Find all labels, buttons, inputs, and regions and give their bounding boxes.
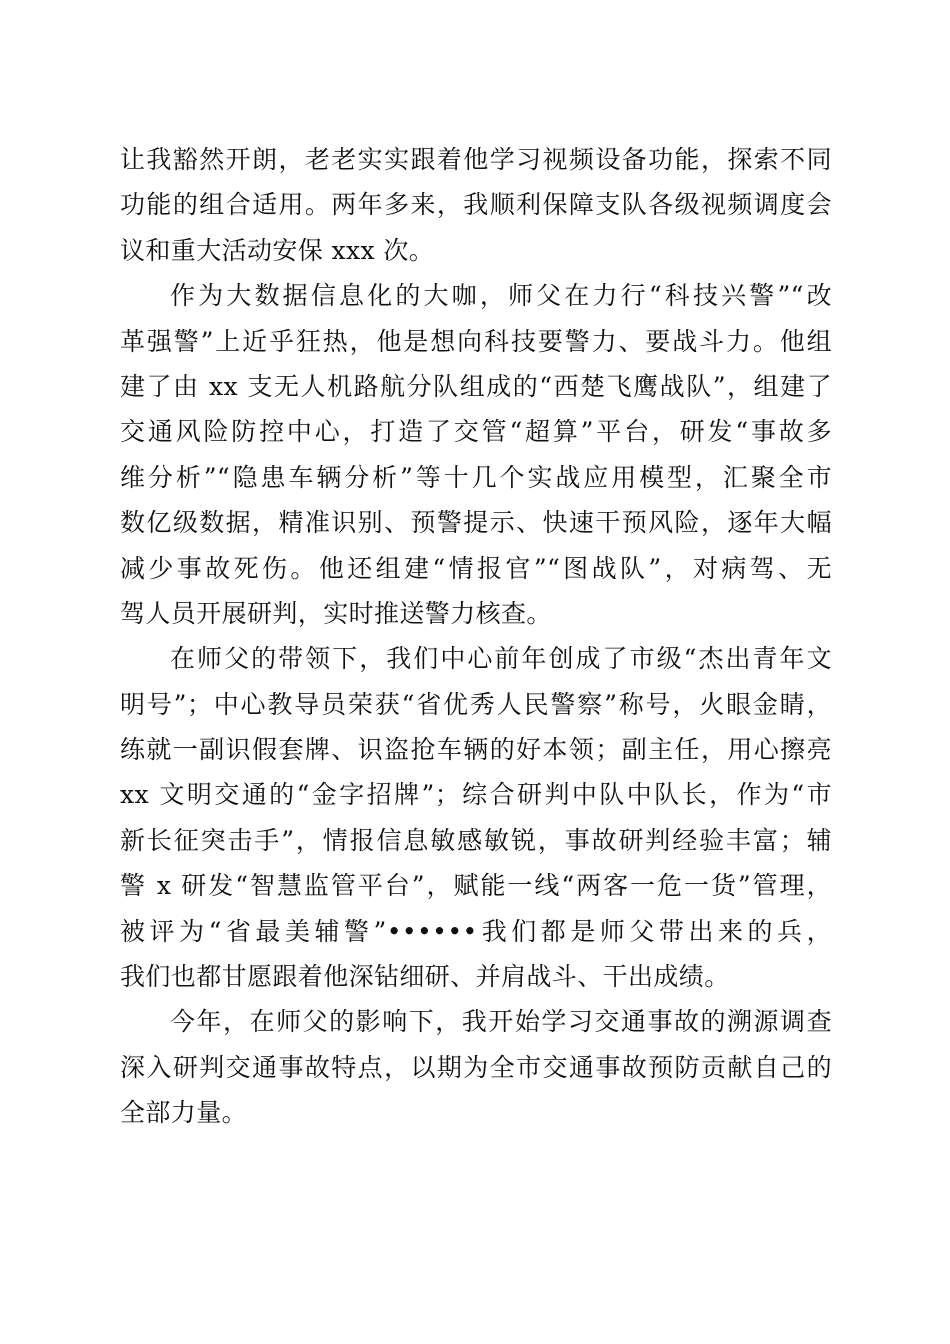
text-line: 让我豁然开朗，老老实实跟着他学习视频设备功能，探索不同 — [120, 145, 832, 174]
text-line: 练就一副识假套牌、识盗抢车辆的好本领；副主任，用心擦亮 — [120, 735, 832, 765]
text-line: 减少事故死伤。他还组建“情报官”“图战队”，对病驾、无 — [120, 553, 832, 583]
text-line: 作为大数据信息化的大咖，师父在力行“科技兴警”“改 — [170, 281, 832, 311]
text-line: 革强警”上近乎狂热，他是想向科技要警力、要战斗力。他组 — [120, 326, 832, 356]
paragraph-2 — [120, 273, 832, 636]
text-line: 议和重大活动安保 xxx 次。 — [120, 235, 435, 265]
text-line: 深入研判交通事故特点，以期为全市交通事故预防贡献自己的 — [120, 1052, 832, 1082]
text-line: 今年，在师父的影响下，我开始学习交通事故的溯源调查 — [170, 1007, 832, 1037]
paragraph-3 — [120, 636, 832, 999]
document-body — [120, 137, 832, 1136]
text-line: 全部力量。 — [120, 1098, 248, 1128]
text-line: 被评为“省最美辅警”••••••我们都是师父带出来的兵， — [120, 916, 832, 946]
text-line: 在师父的带领下，我们中心前年创成了市级“杰出青年文 — [170, 644, 832, 674]
paragraph-4 — [120, 999, 832, 1135]
text-line: 功能的组合适用。两年多来，我顺利保障支队各级视频调度会 — [120, 190, 832, 220]
text-line: 维分析”“隐患车辆分析”等十几个实战应用模型，汇聚全市 — [120, 462, 832, 492]
text-line: 新长征突击手”，情报信息敏感敏锐，事故研判经验丰富；辅 — [120, 825, 832, 855]
text-line: 驾人员开展研判，实时推送警力核查。 — [120, 598, 552, 628]
text-line: 明号”；中心教导员荣获“省优秀人民警察”称号，火眼金睛， — [120, 689, 832, 719]
paragraph-1 — [120, 137, 832, 273]
text-line: 警 x 研发“智慧监管平台”，赋能一线“两客一危一货”管理， — [120, 871, 832, 901]
text-line: 建了由 xx 支无人机路航分队组成的“西楚飞鹰战队”，组建了 — [120, 371, 832, 401]
text-line: 交通风险防控中心，打造了交管“超算”平台，研发“事故多 — [120, 417, 832, 447]
text-line: xx 文明交通的“金字招牌”；综合研判中队中队长，作为“市 — [120, 780, 832, 810]
text-line: 我们也都甘愿跟着他深钻细研、并肩战斗、干出成绩。 — [120, 962, 730, 992]
text-line: 数亿级数据，精准识别、预警提示、快速干预风险，逐年大幅 — [120, 508, 832, 538]
